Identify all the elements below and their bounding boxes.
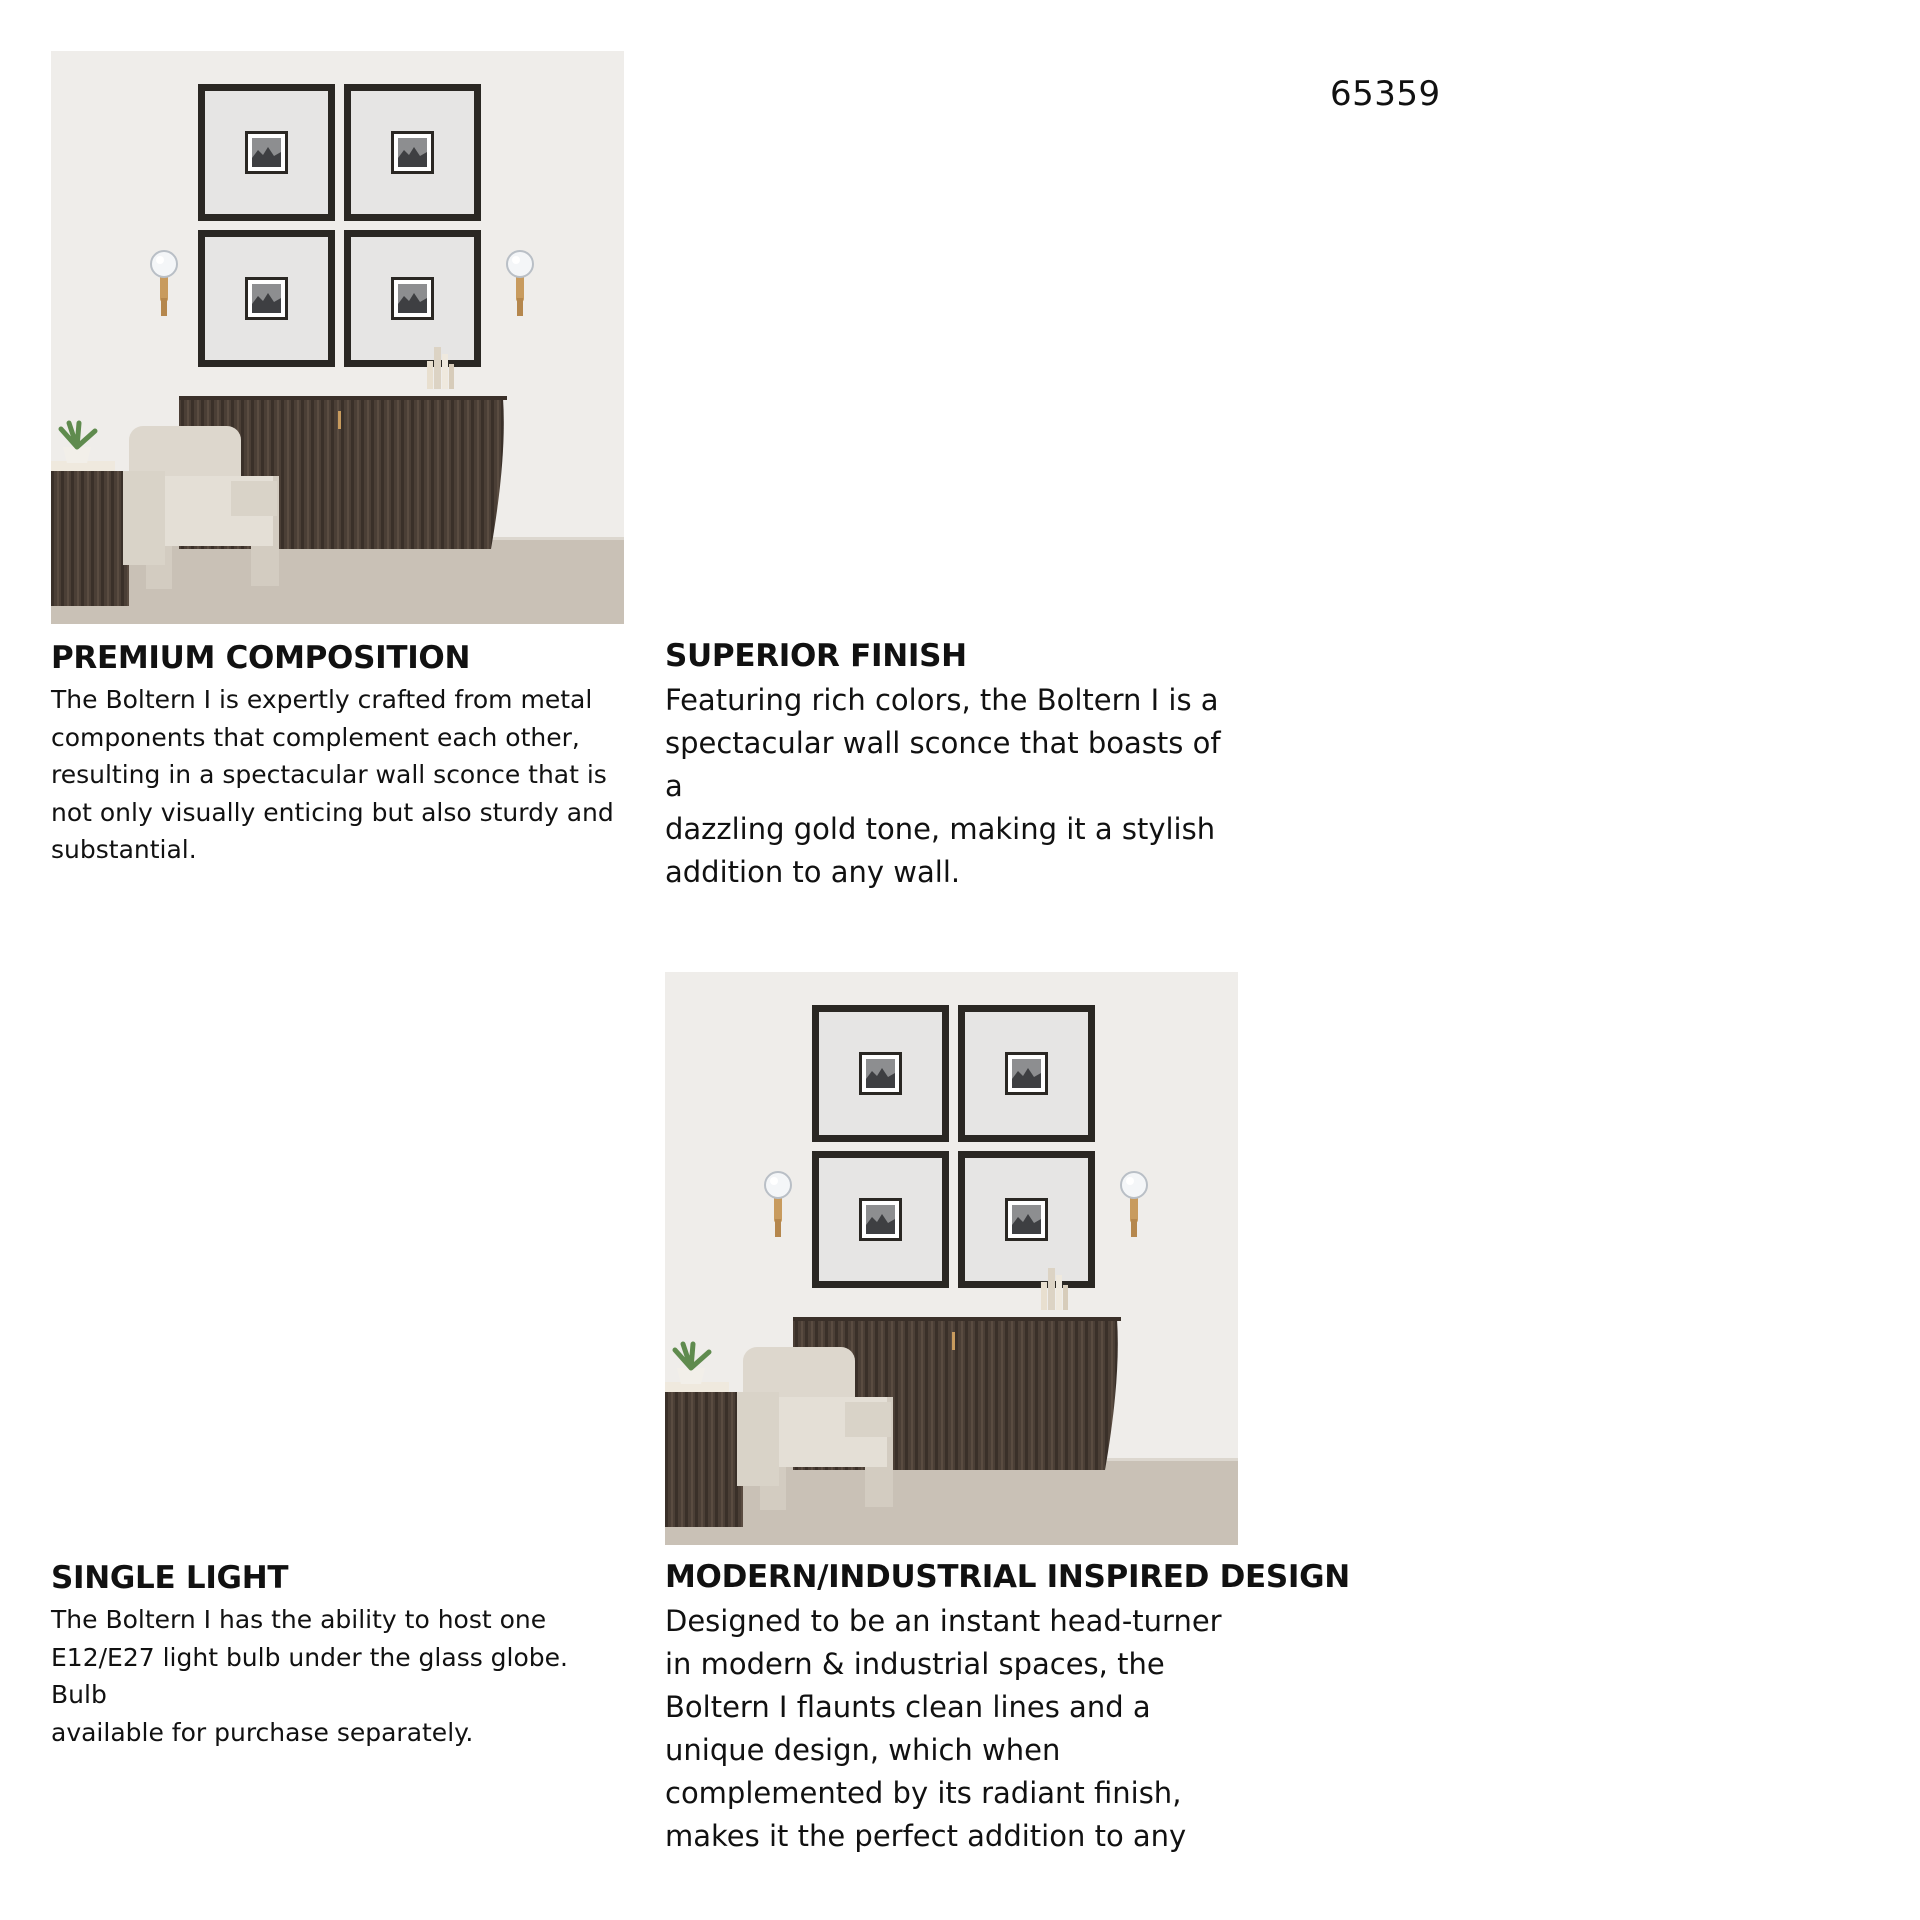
text-line: unique design, which when bbox=[665, 1733, 1061, 1767]
single-light-heading: SINGLE LIGHT bbox=[51, 1560, 289, 1596]
text-line: spectacular wall sconce that boasts of a bbox=[665, 726, 1221, 803]
text-line: Boltern I flaunts clean lines and a bbox=[665, 1690, 1151, 1724]
superior-finish-block bbox=[665, 637, 1245, 894]
text-line: complemented by its radiant finish, bbox=[665, 1776, 1182, 1810]
text-line: The Boltern I has the ability to host one bbox=[51, 1605, 547, 1634]
design-heading: MODERN/INDUSTRIAL INSPIRED DESIGN bbox=[665, 1559, 1350, 1595]
single-light-block bbox=[51, 1559, 631, 1751]
text-line: addition to any wall. bbox=[665, 855, 961, 889]
design-text bbox=[665, 1600, 1425, 1858]
text-line: components that complement each other, bbox=[51, 722, 580, 752]
design-block bbox=[665, 1558, 1425, 1858]
product-room-photo-top bbox=[51, 51, 624, 624]
text-line: Designed to be an instant head-turner bbox=[665, 1604, 1222, 1638]
superior-finish-heading: SUPERIOR FINISH bbox=[665, 638, 967, 674]
premium-composition-text bbox=[51, 681, 631, 869]
single-light-text bbox=[51, 1601, 631, 1751]
premium-composition-heading: PREMIUM COMPOSITION bbox=[51, 640, 471, 676]
text-line: not only visually enticing but also sturdy and bbox=[51, 797, 614, 827]
text-line: Featuring rich colors, the Boltern I is a bbox=[665, 683, 1219, 717]
text-line: E12/E27 light bulb under the glass globe. Bulb bbox=[51, 1642, 568, 1709]
text-line: in modern & industrial spaces, the bbox=[665, 1647, 1165, 1681]
text-line: The Boltern I is expertly crafted from metal bbox=[51, 685, 593, 714]
text-line: dazzling gold tone, making it a stylish bbox=[665, 812, 1216, 846]
text-line: makes it the perfect addition to any bbox=[665, 1819, 1187, 1853]
text-line: available for purchase separately. bbox=[51, 1717, 474, 1747]
premium-composition-block bbox=[51, 639, 631, 869]
text-line: substantial. bbox=[51, 835, 197, 864]
product-room-photo-bottom bbox=[665, 972, 1238, 1545]
text-line: resulting in a spectacular wall sconce that is bbox=[51, 760, 607, 789]
superior-finish-text bbox=[665, 679, 1245, 894]
product-number: 65359 bbox=[1330, 74, 1441, 114]
